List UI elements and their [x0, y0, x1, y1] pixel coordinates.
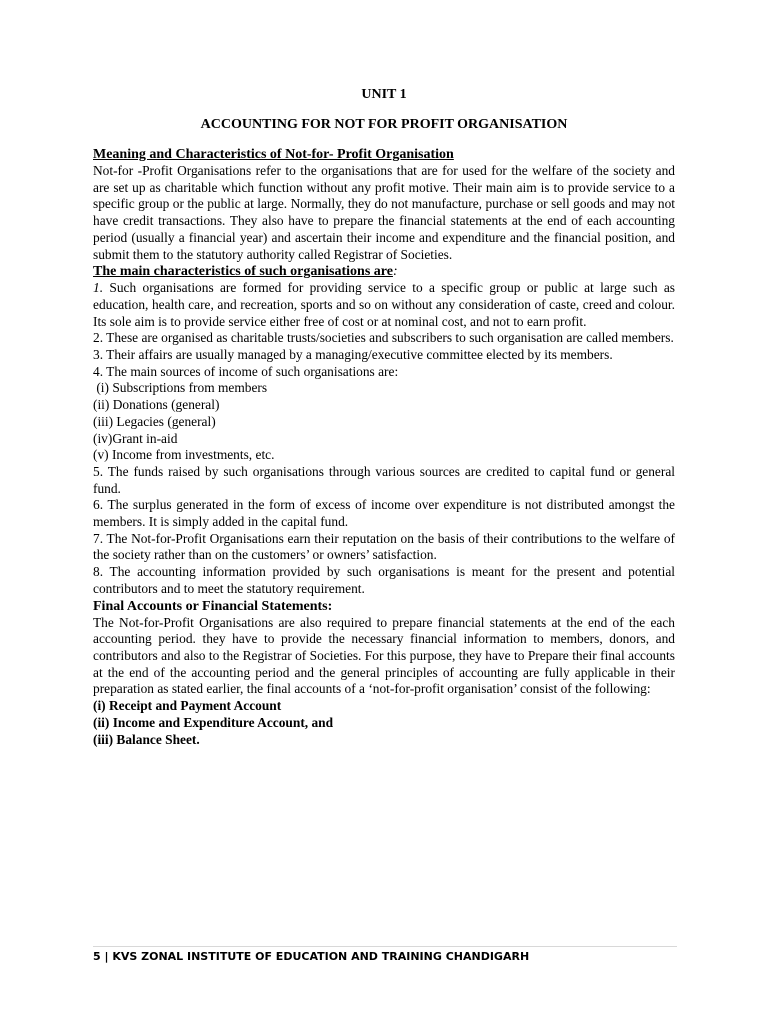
characteristic-7: 7. The Not-for-Profit Organisations earn their reputation on the basis of their contributions to the welfare of the society rather than on the customers’ or owners’ satisfaction.: [93, 530, 675, 563]
characteristic-1-number: 1.: [93, 280, 104, 296]
final-accounts-list: [93, 698, 675, 748]
income-source-item: (v) Income from investments, etc.: [93, 447, 275, 463]
characteristic-1: [93, 280, 675, 330]
characteristic-1-text: Such organisations are formed for providing service to a specific group or public at large such as education, health care, and recreation, sports and so on without any consideration of caste, creed and colour. Its sole aim is to provide service either free of cost or at nominal cost, and not to earn profit.: [93, 280, 675, 329]
income-source-item: (ii) Donations (general): [93, 397, 220, 413]
final-accounts-paragraph: The Not-for-Profit Organisations are also required to prepare financial statements at the end of the each accounting period. they have to provide the necessary financial information to members, donors, and contributors and also to the Registrar of Societies. For this purpose, they have to Prepare their final accounts at the end of the accounting period and the general principles of accounting are fully applicable in their preparation as stated earlier, the final accounts of a ‘not-for-profit organisation’ consist of the following:: [93, 614, 675, 697]
characteristic-6: 6. The surplus generated in the form of excess of income over expenditure is not distributed amongst the members. It is simply added in the capital fund.: [93, 497, 675, 530]
income-source-item: (iii) Legacies (general): [93, 413, 216, 429]
characteristics-heading-text: The main characteristics of such organisations are: [93, 264, 393, 280]
income-sources-list: [93, 380, 675, 464]
characteristic-2: 2. These are organised as charitable trusts/societies and subscribers to such organisation are called members.: [93, 330, 674, 346]
final-account-item: (iii) Balance Sheet.: [93, 731, 200, 747]
final-account-item: (i) Receipt and Payment Account: [93, 698, 282, 714]
meaning-heading: Meaning and Characteristics of Not-for- Profit Organisation: [93, 147, 454, 162]
final-account-item: (ii) Income and Expenditure Account, and: [93, 714, 334, 730]
income-source-item: (i) Subscriptions from members: [93, 380, 268, 396]
page-footer: 5 | KVS ZONAL INSTITUTE OF EDUCATION AND TRAINING CHANDIGARH: [93, 950, 530, 963]
meaning-paragraph: Not-for -Profit Organisations refer to the organisations that are for used for the welfare of the society and are set up as charitable which function without any profit motive. Their main aim is to provide service to a specific group or the public at large. Normally, they do not manufacture, purchase or sell goods and may not have credit transactions. They also have to prepare the financial statements at the end of each accounting period (usually a financial year) and ascertain their income and expenditure and the financial position, and submit them to the statutory authority called Registrar of Societies.: [93, 163, 675, 262]
page-content: [93, 86, 675, 748]
unit-label: UNIT 1: [361, 87, 407, 102]
characteristics-heading-colon: :: [392, 264, 398, 280]
characteristic-3: 3. Their affairs are usually managed by a managing/executive committee elected by its members.: [93, 347, 613, 363]
final-accounts-heading: Final Accounts or Financial Statements:: [93, 598, 333, 614]
page-title: ACCOUNTING FOR NOT FOR PROFIT ORGANISATION: [200, 117, 568, 132]
characteristics-heading: [93, 263, 675, 280]
income-source-item: (iv)Grant in-aid: [93, 430, 178, 446]
characteristic-4: 4. The main sources of income of such organisations are:: [93, 363, 399, 379]
footer-divider: [93, 946, 677, 947]
characteristic-5: 5. The funds raised by such organisations through various sources are credited to capital fund or general fund.: [93, 463, 675, 496]
characteristic-8: 8. The accounting information provided by such organisations is meant for the present and potential contributors and to meet the statutory requirement.: [93, 564, 675, 596]
